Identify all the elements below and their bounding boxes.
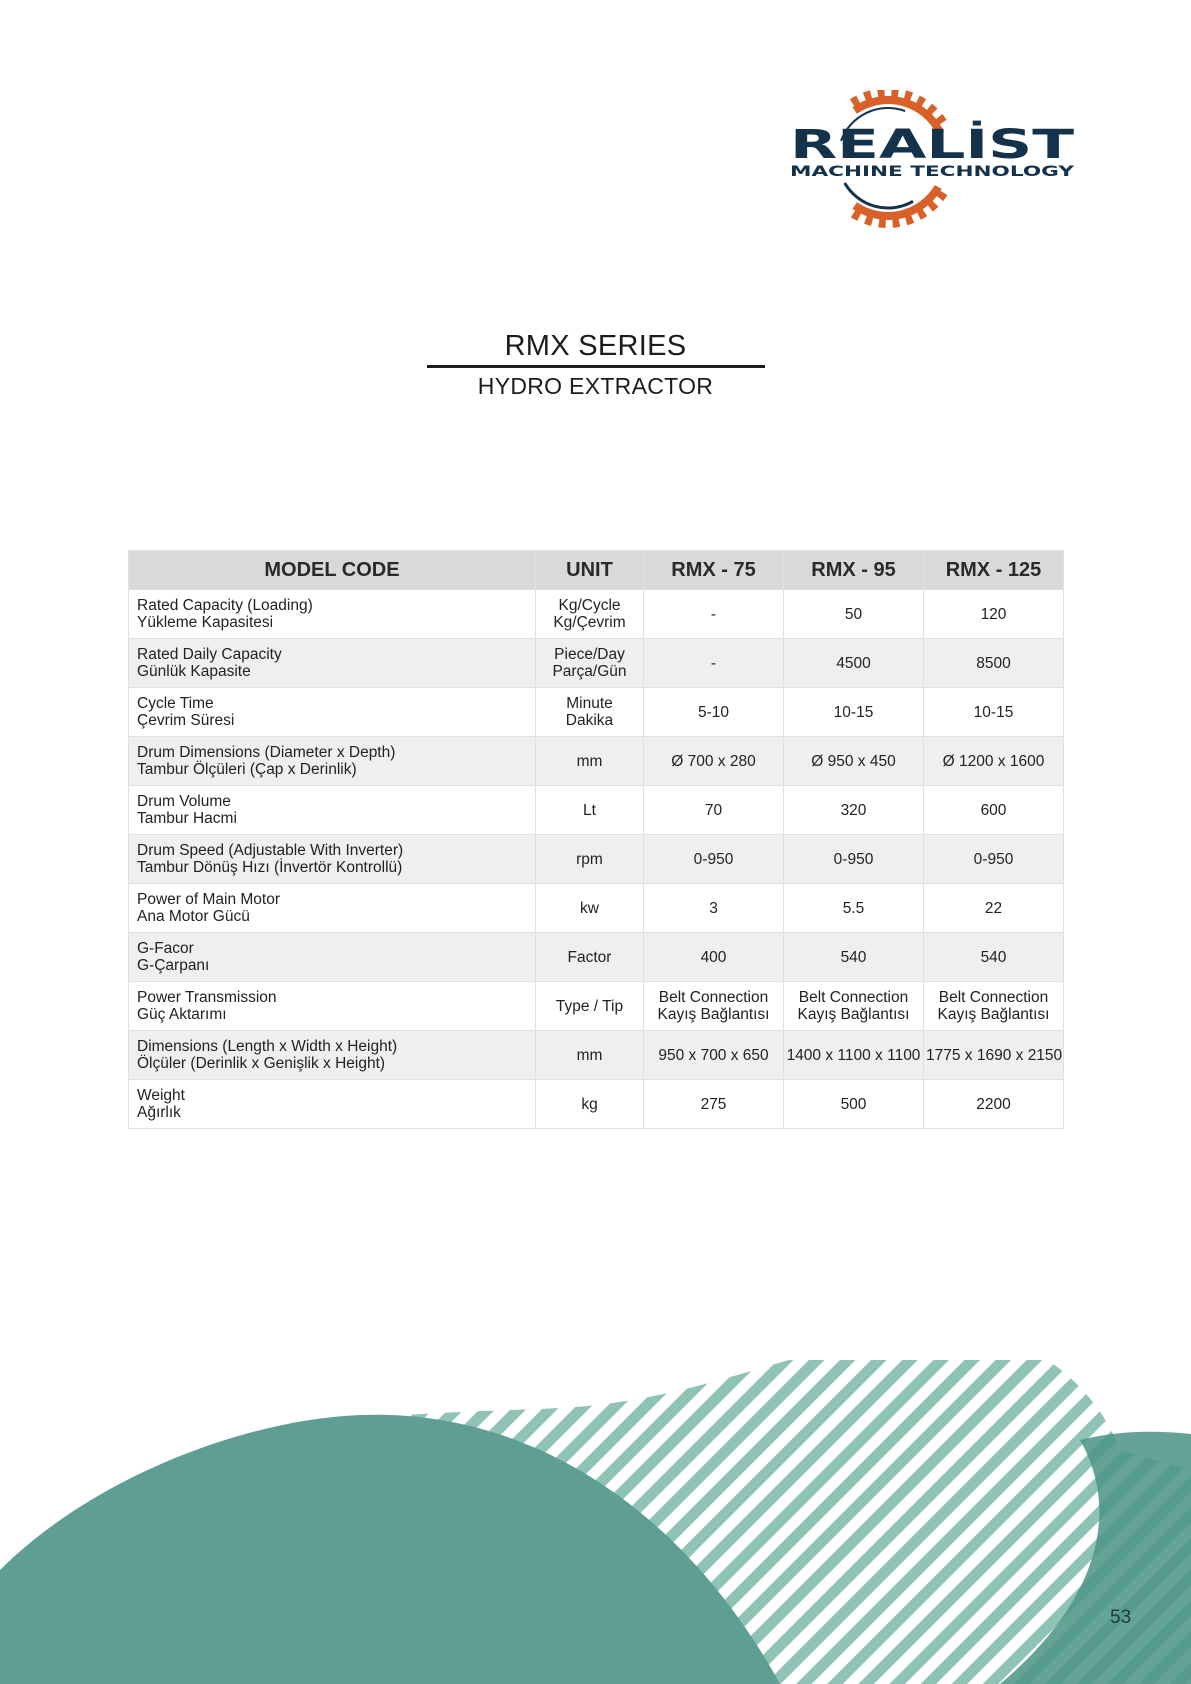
table-row [129,1031,1064,1080]
value-cell-line: 2200 [976,1095,1011,1113]
param-cell-line: Çevrim Süresi [137,712,235,729]
param-cell-line: Yükleme Kapasitesi [137,614,274,631]
unit-cell [536,1080,644,1129]
value-cell-line: 1400 x 1100 x 1100 [786,1046,921,1064]
value-cell-line: 120 [980,605,1007,623]
value-cell [924,639,1064,688]
value-cell [924,933,1064,982]
table-row [129,737,1064,786]
param-cell [129,786,536,835]
param-cell-line: Weight [137,1087,185,1104]
value-cell-line: 1775 x 1690 x 2150 [926,1046,1063,1064]
value-cell [644,639,784,688]
value-cell-line: 8500 [976,654,1011,672]
value-cell-line: Ø 1200 x 1600 [942,752,1045,770]
param-cell-line: Rated Capacity (Loading) [137,597,313,614]
value-cell [644,786,784,835]
unit-cell [536,590,644,639]
param-cell [129,590,536,639]
title-divider [427,365,765,368]
unit-cell-line: Dakika [565,712,614,729]
gear-logo-icon [788,90,1078,230]
value-cell-line: 10-15 [973,703,1014,721]
value-cell [644,835,784,884]
table-row [129,1080,1064,1129]
unit-cell [536,982,644,1031]
value-cell-line: - [710,605,717,623]
table-row [129,982,1064,1031]
param-cell-line: Power of Main Motor [137,891,280,908]
value-cell [784,688,924,737]
value-cell [644,590,784,639]
param-cell-line: Tambur Ölçüleri (Çap x Derinlik) [137,761,357,778]
unit-cell-line: Factor [567,948,612,966]
value-cell-line: 400 [700,948,727,966]
param-cell-line: Cycle Time [137,695,214,712]
value-cell [784,639,924,688]
value-cell-line: 0-950 [693,850,734,868]
value-cell [924,786,1064,835]
param-cell-line: G-Facor [137,940,194,957]
param-cell-line: Power Transmission [137,989,277,1006]
value-cell [784,982,924,1031]
company-logo [788,90,1078,230]
param-cell [129,982,536,1031]
value-cell [784,737,924,786]
param-cell [129,933,536,982]
table-row [129,884,1064,933]
unit-cell [536,835,644,884]
wave-decoration-graphic [0,1360,1191,1684]
unit-cell [536,786,644,835]
unit-cell-line: Piece/Day [554,646,625,663]
value-cell-line: 3 [709,899,718,917]
param-cell [129,835,536,884]
param-cell-line: Rated Daily Capacity [137,646,282,663]
header-rmx-75: RMX - 75 [644,551,784,590]
value-cell-line: Belt Connection [658,989,769,1006]
table-row [129,786,1064,835]
unit-cell [536,933,644,982]
logo-brand-text: REALİST [790,122,976,168]
unit-cell [536,1031,644,1080]
value-cell-line: 320 [840,801,867,819]
value-cell-line: 50 [844,605,863,623]
param-cell [129,1080,536,1129]
param-cell [129,688,536,737]
param-cell [129,737,536,786]
value-cell [784,786,924,835]
header-rmx-95: RMX - 95 [784,551,924,590]
value-cell [644,1080,784,1129]
unit-cell-line: mm [576,752,603,770]
value-cell [924,590,1064,639]
value-cell-line: 5-10 [697,703,730,721]
unit-cell-line: Kg/Çevrim [553,614,626,631]
value-cell [644,933,784,982]
value-cell-line: Ø 950 x 450 [811,752,896,770]
decorative-waves [0,1360,1191,1684]
value-cell [924,982,1064,1031]
param-cell-line: Ölçüler (Derinlik x Genişlik x Height) [137,1055,386,1072]
value-cell [924,737,1064,786]
unit-cell-line: rpm [576,850,603,868]
value-cell-line: 10-15 [833,703,874,721]
table-row [129,639,1064,688]
param-cell-line: Drum Dimensions (Diameter x Depth) [137,744,396,761]
page-subtitle: HYDRO EXTRACTOR [477,373,714,399]
value-cell [784,1031,924,1080]
value-cell [924,884,1064,933]
header-model-code: MODEL CODE [129,551,536,590]
table-body [129,590,1064,1129]
param-cell-line: Tambur Dönüş Hızı (İnvertör Kontrollü) [137,859,403,876]
param-cell [129,1031,536,1080]
value-cell [644,737,784,786]
param-cell-line: Dimensions (Length x Width x Height) [137,1038,398,1055]
table-row [129,835,1064,884]
param-cell-line: Ağırlık [137,1104,181,1121]
value-cell-line: Belt Connection [798,989,909,1006]
unit-cell-line: Parça/Gün [552,663,627,680]
value-cell [644,884,784,933]
param-cell-line: Drum Volume [137,793,231,810]
table-row [129,590,1064,639]
unit-cell-line: Kg/Cycle [558,597,621,614]
param-cell-line: Günlük Kapasite [137,663,251,680]
value-cell [784,1080,924,1129]
value-cell [644,982,784,1031]
unit-cell-line: kg [581,1095,598,1113]
header-unit: UNIT [536,551,644,590]
unit-cell [536,688,644,737]
value-cell [924,1080,1064,1129]
param-cell-line: Tambur Hacmi [137,810,237,827]
unit-cell-line: Lt [583,801,596,819]
param-cell-line: Güç Aktarımı [137,1006,227,1023]
unit-cell-line: Minute [566,695,613,712]
value-cell-line: 0-950 [833,850,874,868]
table-row [129,688,1064,737]
value-cell-line: 600 [980,801,1007,819]
unit-cell [536,884,644,933]
value-cell-line: Belt Connection [938,989,1049,1006]
title-block [0,328,1191,400]
value-cell-line: 70 [704,801,723,819]
value-cell-line: 500 [840,1095,867,1113]
value-cell [924,688,1064,737]
param-cell [129,639,536,688]
value-cell-line: - [710,654,717,672]
param-cell-line: Ana Motor Gücü [137,908,250,925]
value-cell [924,835,1064,884]
value-cell [644,1031,784,1080]
value-cell-line: 275 [700,1095,727,1113]
page-number: 53 [1110,1607,1132,1628]
table-row [129,933,1064,982]
value-cell-line: 0-950 [973,850,1014,868]
value-cell-line: Ø 700 x 280 [671,752,756,770]
param-cell-line: Drum Speed (Adjustable With Inverter) [137,842,404,859]
unit-cell-line: Type / Tip [555,997,624,1015]
value-cell-line: 22 [984,899,1003,917]
value-cell [924,1031,1064,1080]
value-cell [784,590,924,639]
value-cell-line: Kayış Bağlantısı [937,1006,1050,1023]
value-cell-line: 5.5 [842,899,865,917]
spec-table [128,550,1064,1129]
value-cell-line: Kayış Bağlantısı [657,1006,770,1023]
unit-cell [536,737,644,786]
value-cell [784,884,924,933]
value-cell-line: 4500 [836,654,871,672]
value-cell-line: 950 x 700 x 650 [658,1046,769,1064]
param-cell [129,884,536,933]
value-cell-line: 540 [980,948,1007,966]
param-cell-line: G-Çarpanı [137,957,210,974]
value-cell [784,933,924,982]
page-title: RMX SERIES [504,330,687,362]
unit-cell [536,639,644,688]
value-cell [784,835,924,884]
header-rmx-125: RMX - 125 [924,551,1064,590]
value-cell [644,688,784,737]
logo-tagline-text: MACHINE TECHNOLOGY [790,164,1076,180]
table-header-row [129,551,1064,590]
value-cell-line: 540 [840,948,867,966]
value-cell-line: Kayış Bağlantısı [797,1006,910,1023]
unit-cell-line: mm [576,1046,603,1064]
unit-cell-line: kw [580,899,599,917]
